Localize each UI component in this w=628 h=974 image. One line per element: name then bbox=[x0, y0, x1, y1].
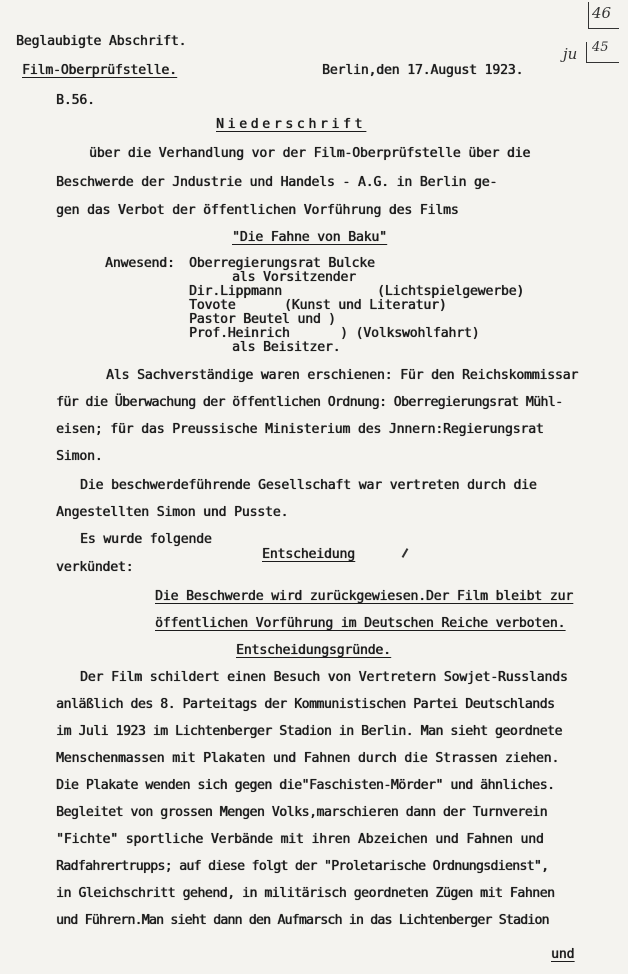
body-line: Die Plakate wenden sich gegen die"Faschisten-Mörder" und ähnliches. bbox=[56, 778, 555, 793]
file-number: B.56. bbox=[56, 93, 95, 108]
attendance-line: Oberregierungsrat Bulcke bbox=[189, 256, 375, 271]
attendance-line: Dir.Lippmann bbox=[189, 284, 282, 299]
pencil-mark bbox=[402, 548, 409, 558]
experts-line: Simon. bbox=[56, 449, 103, 464]
intro-line: Beschwerde der Jndustrie und Handels - A.G. in Berlin ge- bbox=[56, 175, 498, 190]
represented-line: Die beschwerdeführende Gesellschaft war vertreten durch die bbox=[80, 478, 537, 493]
catchword: und bbox=[551, 947, 575, 962]
body-line: Der Film schildert einen Besuch von Vertretern Sowjet-Russlands bbox=[80, 670, 568, 685]
page-number-45: 45 bbox=[592, 40, 609, 55]
attendance-line: als Vorsitzender bbox=[232, 270, 356, 285]
decision-line: Die Beschwerde wird zurückgewiesen.Der Film bleibt zur bbox=[155, 589, 573, 604]
experts-line: Als Sachverständige waren erschienen: Für den Reichskommissar bbox=[106, 368, 579, 383]
office-name: Film-Oberprüfstelle. bbox=[22, 63, 177, 78]
body-line: "Fichte" sportliche Verbände mit ihren Abzeichen und Fahnen und bbox=[56, 832, 544, 847]
place-date: Berlin,den 17.August 1923. bbox=[322, 63, 524, 78]
document-title: Niederschrift bbox=[216, 117, 367, 132]
attendance-line: Prof.Heinrich bbox=[189, 326, 290, 341]
intro-line: über die Verhandlung vor der Film-Oberprüfstelle über die bbox=[89, 146, 531, 161]
body-line: Radfahrertrupps; auf diese folgt der "Proletarische Ordnungsdienst", bbox=[56, 859, 549, 874]
body-line: im Juli 1923 im Lichtenberger Stadion in Berlin. Man sieht geordnete bbox=[56, 724, 562, 739]
attendance-role: ) (Volkswohlfahrt) bbox=[340, 326, 480, 341]
decision-heading: Entscheidung bbox=[262, 547, 355, 562]
certified-copy-label: Beglaubigte Abschrift. bbox=[16, 34, 187, 49]
attendance-label: Anwesend: bbox=[105, 256, 175, 271]
announce-line: Es wurde folgende bbox=[80, 532, 212, 547]
body-line: in Gleichschritt gehend, in militärisch geordneten Zügen mit Fahnen bbox=[56, 886, 555, 901]
announce-line: verkündet: bbox=[56, 560, 134, 575]
attendance-role: (Kunst und Literatur) bbox=[284, 298, 447, 313]
handwritten-initials: ju bbox=[563, 45, 578, 63]
represented-line: Angestellten Simon und Pusste. bbox=[56, 505, 289, 520]
attendance-line: als Beisitzer. bbox=[232, 340, 341, 355]
experts-line: für die Überwachung der öffentlichen Ordnung: Oberregierungsrat Mühl- bbox=[56, 395, 563, 410]
page-number-46: 46 bbox=[592, 4, 612, 22]
intro-line: gen das Verbot der öffentlichen Vorführung des Films bbox=[56, 203, 459, 218]
experts-line: eisen; für das Preussische Ministerium des Jnnern:Regierungsrat bbox=[56, 422, 544, 437]
film-title: "Die Fahne von Baku" bbox=[232, 230, 387, 245]
attendance-line: Pastor Beutel und bbox=[189, 312, 321, 327]
body-line: und Führern.Man sieht dann den Aufmarsch in das Lichtenberger Stadion bbox=[56, 913, 549, 928]
attendance-line: Tovote bbox=[189, 298, 236, 313]
body-line: Menschenmassen mit Plakaten und Fahnen durch die Strassen ziehen. bbox=[56, 751, 560, 766]
decision-line: öffentlichen Vorführung im Deutschen Reiche verboten. bbox=[155, 616, 566, 631]
body-line: Begleitet von grossen Mengen Volks,marschieren dann der Turnverein bbox=[56, 805, 548, 820]
bracket-mark: ) bbox=[328, 312, 336, 327]
reasons-heading: Entscheidungsgründe. bbox=[236, 643, 391, 658]
attendance-role: (Lichtspielgewerbe) bbox=[377, 284, 525, 299]
body-line: anläßlich des 8. Parteitags der Kommunistischen Partei Deutschlands bbox=[56, 697, 555, 712]
